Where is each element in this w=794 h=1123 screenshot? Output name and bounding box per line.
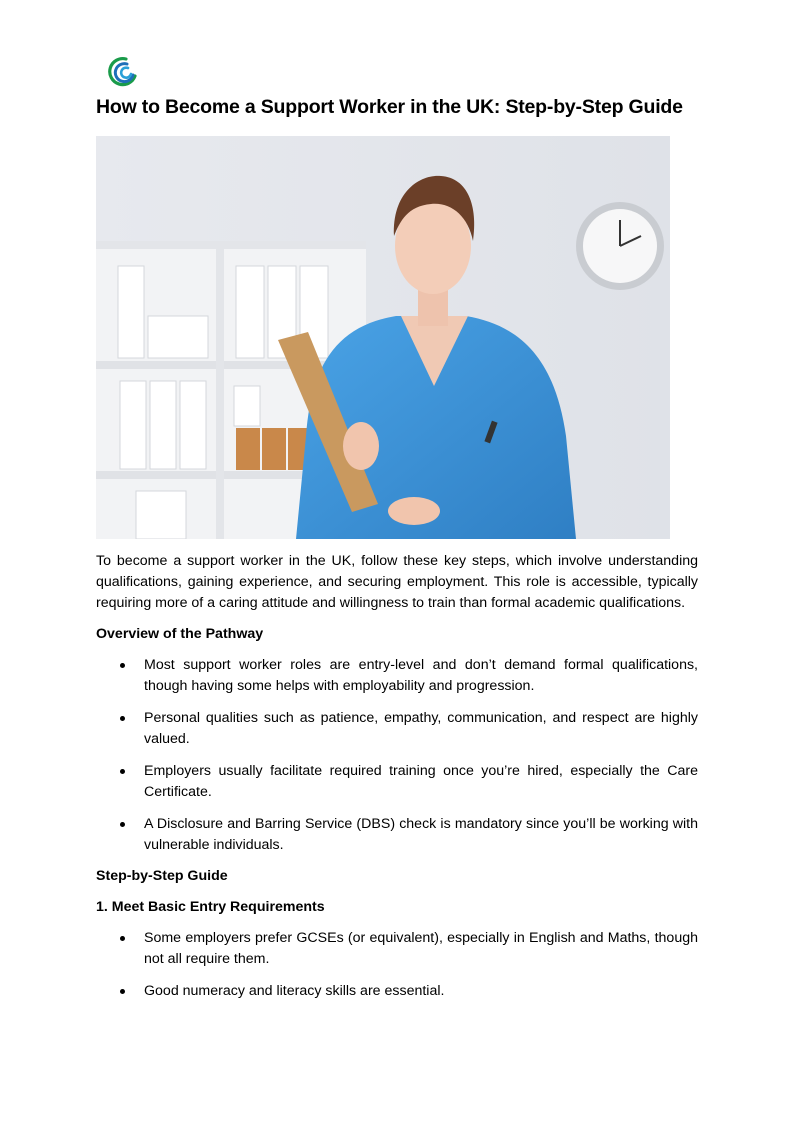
list-item: Most support worker roles are entry-level and don’t demand formal qualifications, though having some helps with employability and progression. [96, 655, 698, 697]
list-item: Personal qualities such as patience, empathy, communication, and respect are highly valued. [96, 708, 698, 750]
list-item: Employers usually facilitate required training once you’re hired, especially the Care Certificate. [96, 761, 698, 803]
list-item: Good numeracy and literacy skills are essential. [96, 981, 698, 1002]
overview-list [96, 655, 698, 856]
guide-heading: Step-by-Step Guide [96, 868, 228, 884]
list-item: A Disclosure and Barring Service (DBS) check is mandatory since you’ll be working with vulnerable individuals. [96, 814, 698, 856]
overview-heading: Overview of the Pathway [96, 626, 264, 642]
page-title: How to Become a Support Worker in the UK: Step-by-Step Guide [96, 96, 683, 118]
intro-paragraph: To become a support worker in the UK, follow these key steps, which involve understanding qualifications, gaining experience, and securing employment. This role is accessible, typically requiring more of a caring attitude and willingness to train than formal academic qualifications. [96, 553, 698, 611]
hero-photo [96, 136, 670, 539]
crescent-logo-icon [104, 55, 138, 89]
step1-heading: 1. Meet Basic Entry Requirements [96, 899, 325, 915]
list-item: Some employers prefer GCSEs (or equivalent), especially in English and Maths, though not all require them. [96, 928, 698, 970]
step1-list [96, 928, 698, 1002]
